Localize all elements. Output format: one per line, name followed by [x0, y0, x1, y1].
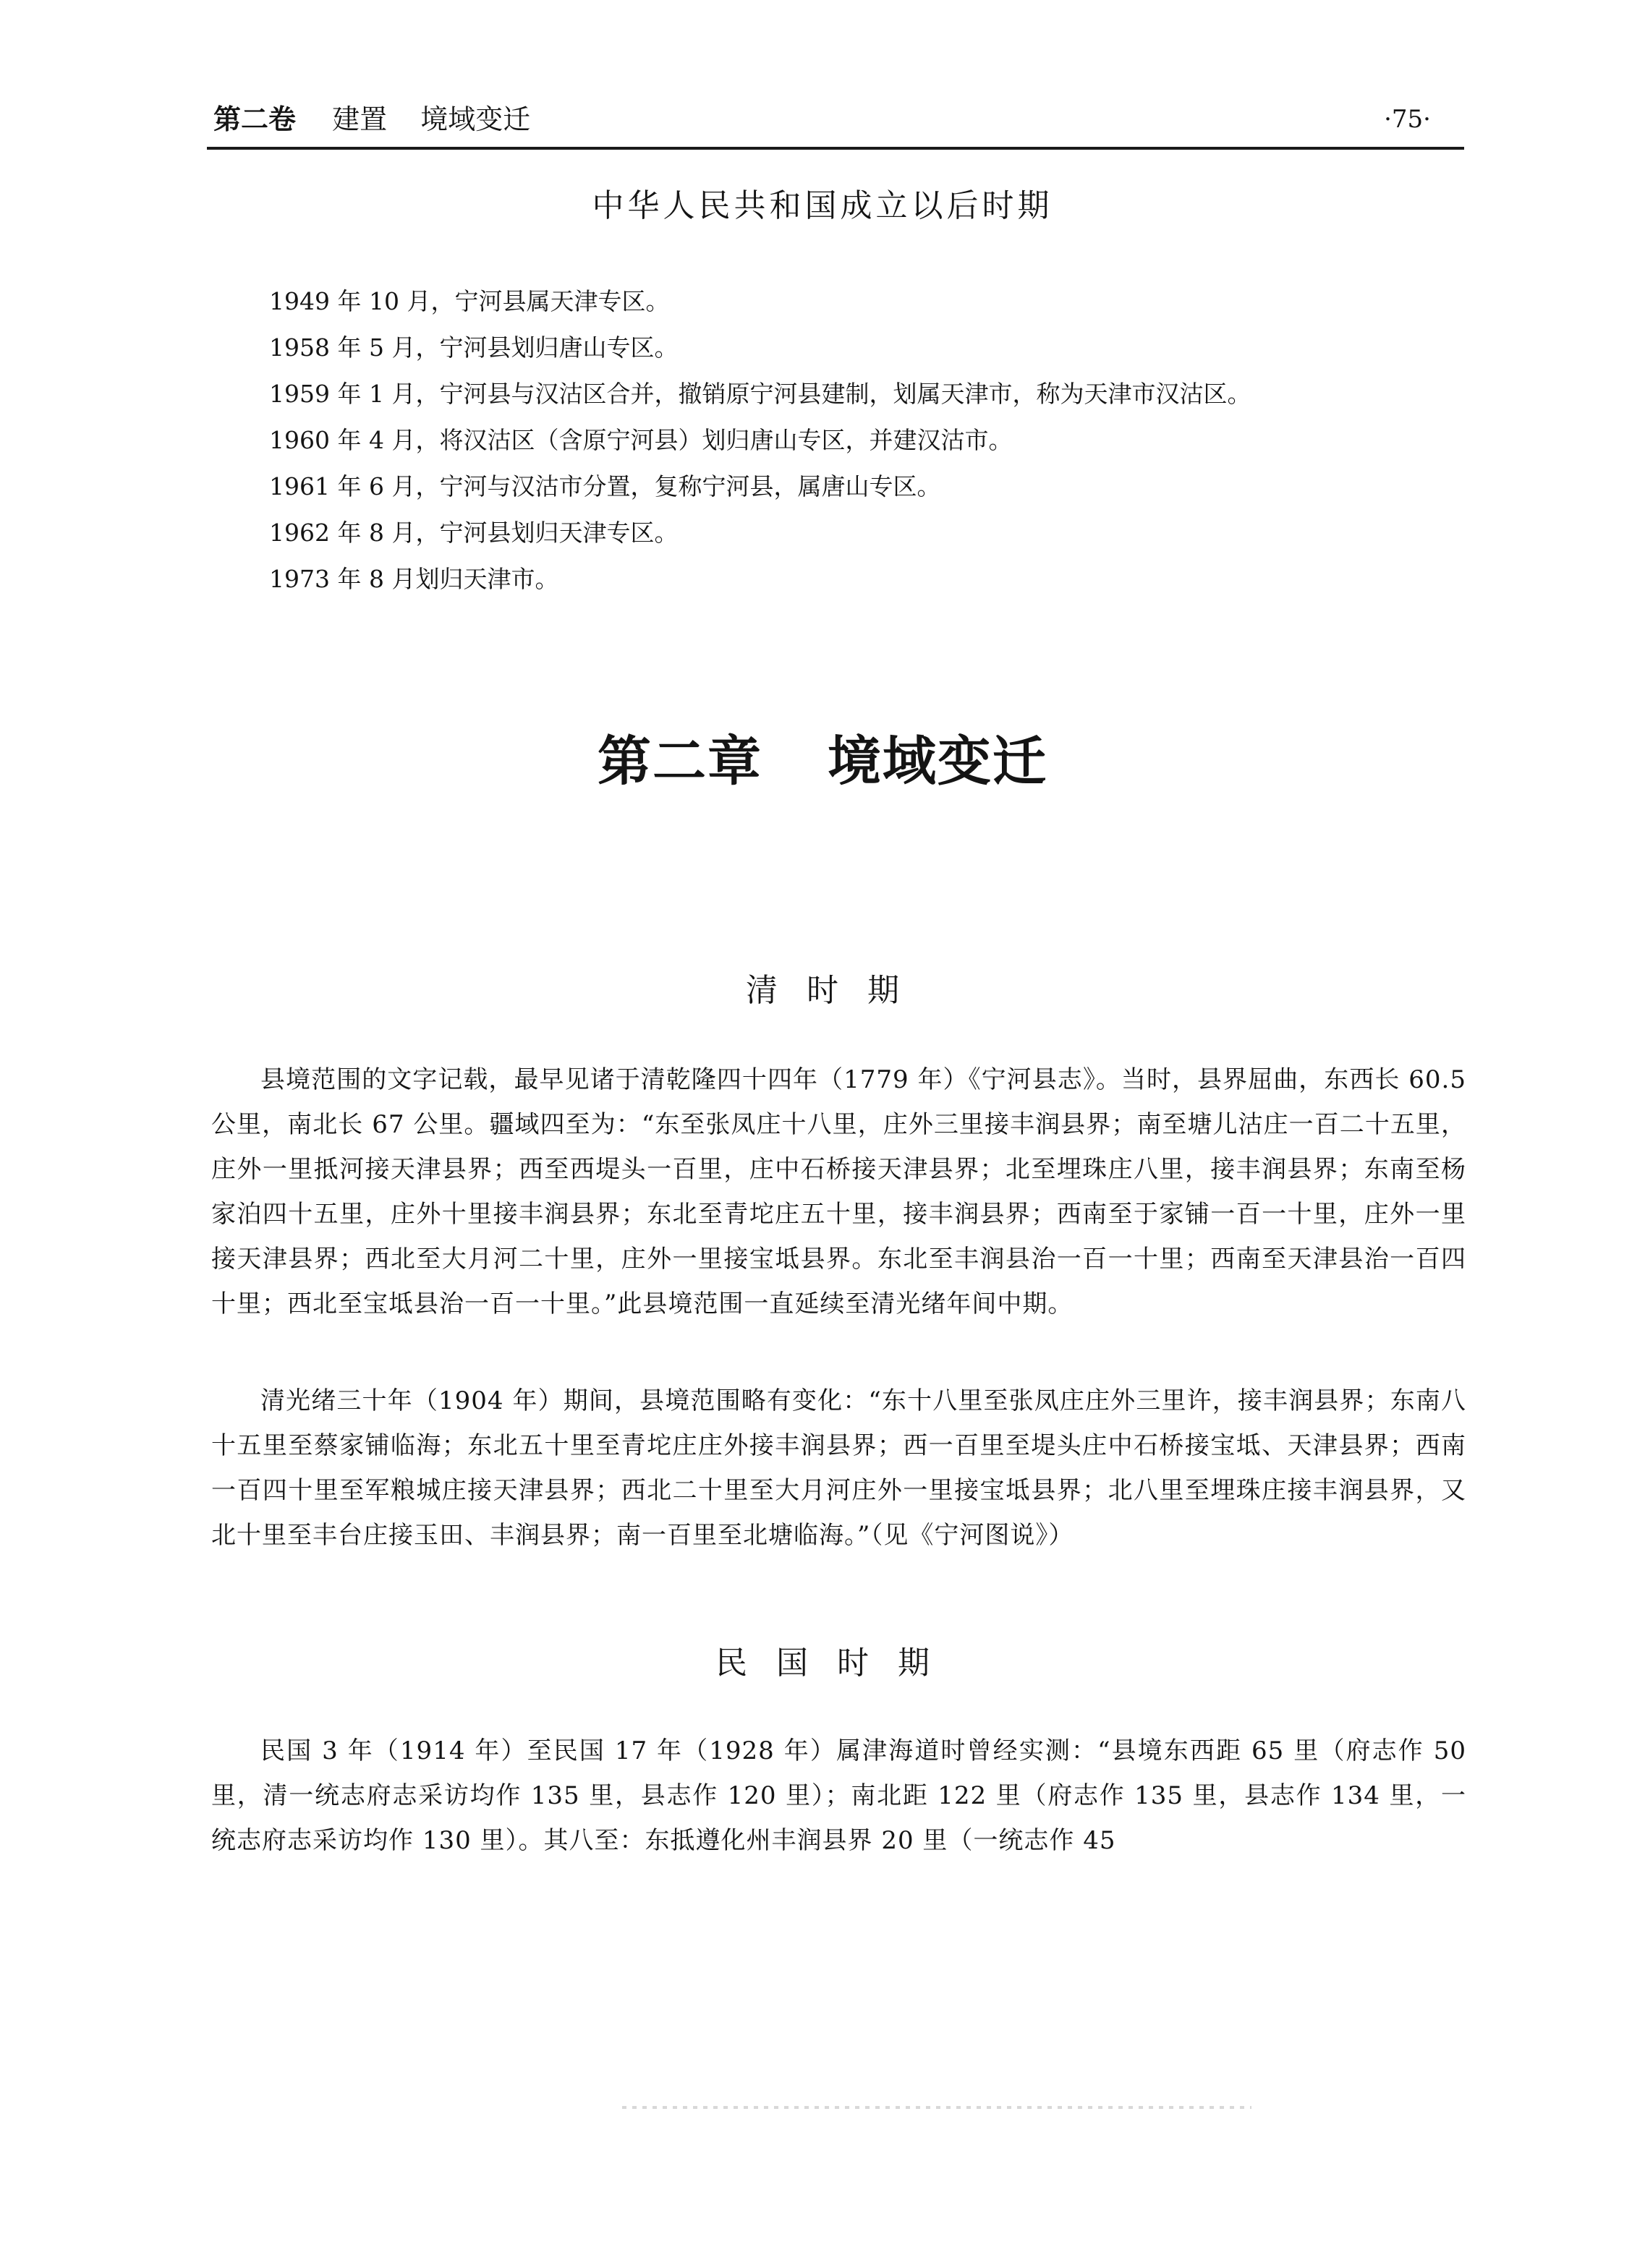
- running-header: [213, 93, 1461, 146]
- timeline-entry: 1958 年 5 月，宁河县划归唐山专区。: [269, 333, 679, 362]
- header-section: 建置: [332, 103, 388, 135]
- qing-paragraph-1: 县境范围的文字记载，最早见诸于清乾隆四十四年（1779 年）《宁河县志》。当时，县界屈曲，东西长 60.5 公里，南北长 67 公里。疆域四至为：“东至张凤庄十八里，庄外三里接丰润县界；南至塘儿沽庄一百二十五里，庄外一里抵河接天津县界；西至西堤头一百里，庄中石桥接天津县界；北至埋珠庄八里，接丰润县界；东南至杨家泊四十五里，庄外十里接丰润县界；东北至青坨庄五十里，接丰润县界；西南至于家铺一百一十里，庄外一里接天津县界；西北至大月河二十里，庄外一里接宝坻县界。东北至丰润县治一百一十里；西南至天津县治一百四十里；西北至宝坻县治一百一十里。”此县境范围一直延续至清光绪年间中期。: [211, 1065, 1466, 1318]
- chapter-title: [0, 727, 1645, 796]
- header-volume: 第二卷: [213, 103, 297, 135]
- timeline-entry: 1961 年 6 月，宁河与汉沽市分置，复称宁河县，属唐山专区。: [269, 472, 941, 500]
- header-subsection: 境域变迁: [420, 103, 531, 135]
- timeline-entry: 1959 年 1 月，宁河县与汉沽区合并，撤销原宁河县建制，划属天津市，称为天津市汉沽区。: [269, 380, 1251, 408]
- qing-paragraph-2: 清光绪三十年（1904 年）期间，县境范围略有变化：“东十八里至张凤庄庄外三里许，接丰润县界；东南八十五里至蔡家铺临海；东北五十里至青坨庄庄外接丰润县界；西一百里至堤头庄中石桥接宝坻、天津县界；西南一百四十里至军粮城庄接天津县界；西北二十里至大月河庄外一里接宝坻县界；北八里至埋珠庄接丰润县界，又北十里至丰台庄接玉田、丰润县界；南一百里至北塘临海。”（见《宁河图说》）: [211, 1386, 1466, 1550]
- prc-timeline: [269, 278, 1470, 602]
- scan-artifact-line: [622, 2106, 1251, 2109]
- timeline-entry: 1949 年 10 月，宁河县属天津专区。: [269, 287, 670, 315]
- prc-section-title: 中华人民共和国成立以后时期: [592, 187, 1053, 224]
- qing-section-title: 清时期: [746, 972, 928, 1009]
- chapter-name: 境域变迁: [828, 730, 1047, 793]
- page-number: ·75·: [1384, 105, 1431, 134]
- chapter-number: 第二章: [598, 730, 762, 793]
- timeline-entry: 1962 年 8 月，宁河县划归天津专区。: [269, 519, 679, 547]
- timeline-entry: 1973 年 8 月划归天津市。: [269, 565, 559, 593]
- republic-paragraph-1: 民国 3 年（1914 年）至民国 17 年（1928 年）属津海道时曾经实测：“县境东西距 65 里（府志作 50 里，清一统志府志采访均作 135 里，县志作 120 里）；南北距 122 里（府志作 135 里，县志作 134 里，一统志府志采访均作 130 里）。其八至：东抵遵化州丰润县界 20 里（一统志作 45: [211, 1736, 1466, 1855]
- timeline-entry: 1960 年 4 月，将汉沽区（含原宁河县）划归唐山专区，并建汉沽市。: [269, 426, 1013, 454]
- republic-section-title: 民国时期: [715, 1645, 958, 1681]
- header-rule: [207, 147, 1464, 150]
